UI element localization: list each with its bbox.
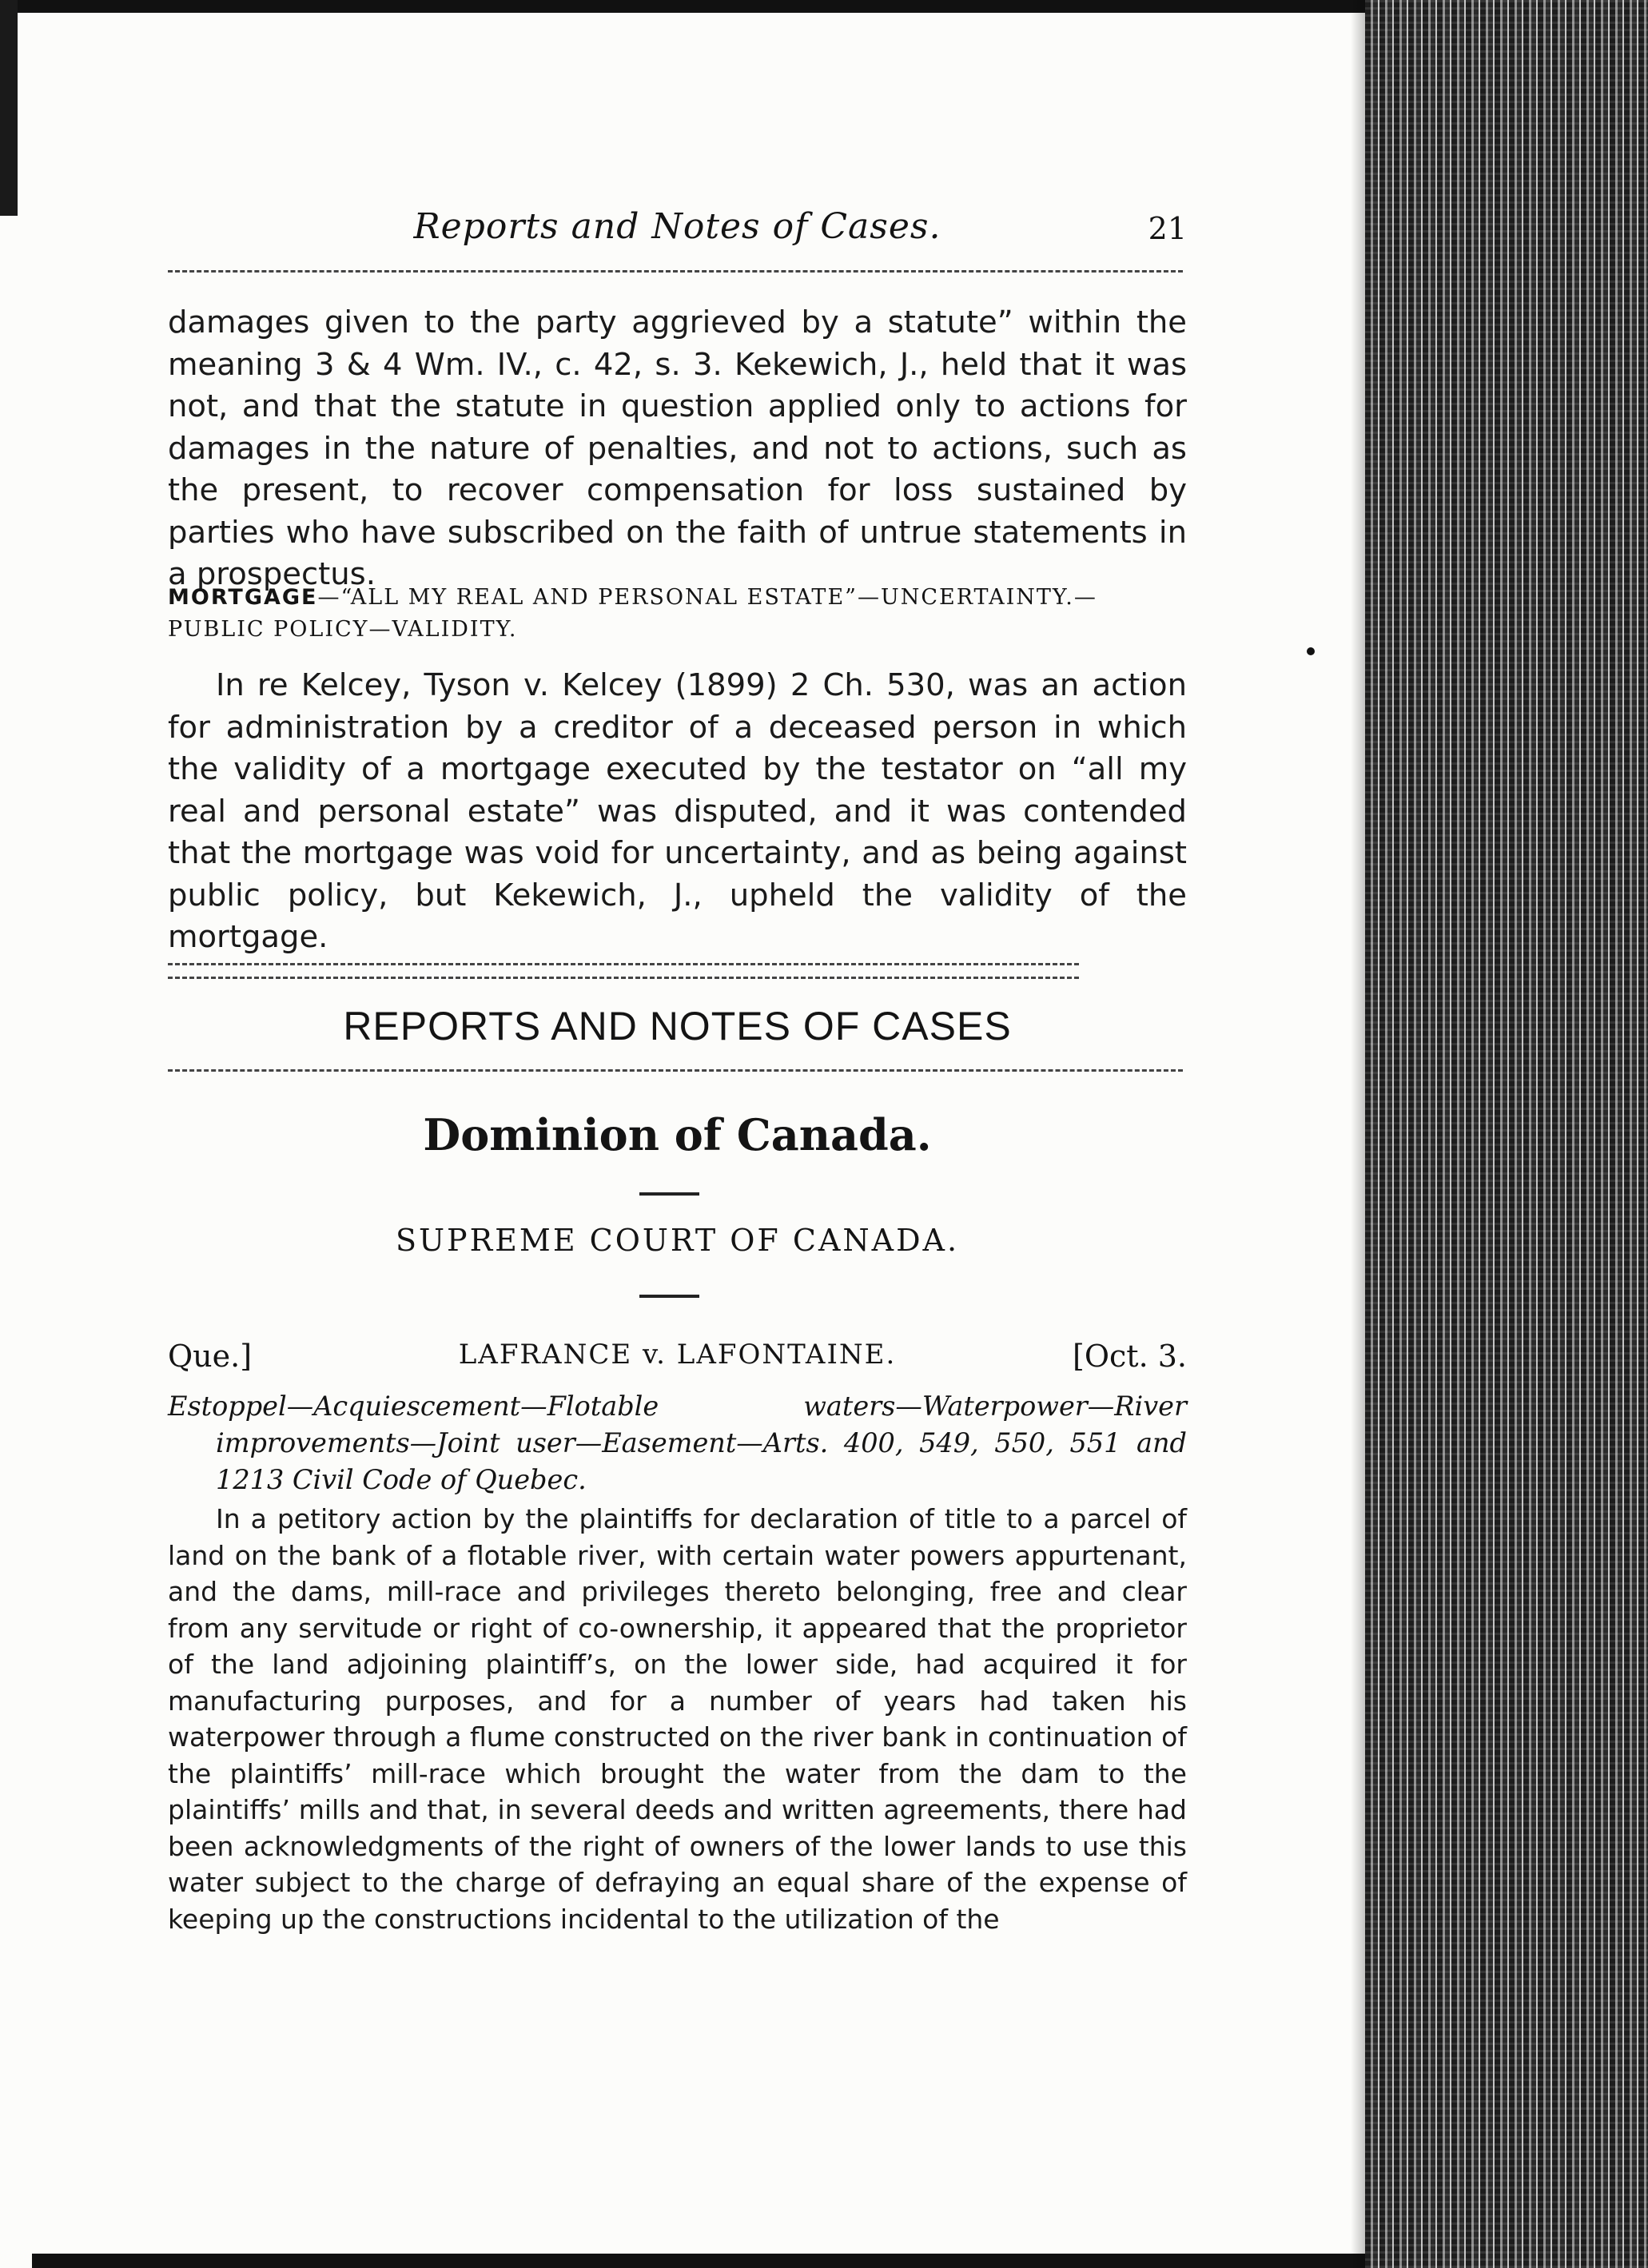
short-rule bbox=[639, 1192, 699, 1196]
running-head bbox=[168, 206, 1187, 254]
case-province: Que.] bbox=[168, 1339, 253, 1374]
paragraph-petitory-action: In a petitory action by the plaintiffs for declaration of title to a parcel of land on the bank of a flotable river, with certain water powers appurtenant, and the dams, mill-race and privileges thereto belonging, free and clear from any servitude or right of co-ownership, it appeared that the proprietor of the land adjoining plaintiff’s, on the lower side, had acquired it for manufacturing purposes, and for a number of years had taken his waterpower through a flume constructed on the river bank in continuation of the plaintiffs’ mill-race which brought the water from the dam to the plaintiffs’ mills and that, in several deeds and written agreements, there had been acknowledgments of the right of owners of the lower lands to use this water subject to the charge of defraying an equal share of the expense of keeping up the constructions incidental to the utilization of the bbox=[168, 1503, 1187, 1935]
page-number: 21 bbox=[1148, 211, 1187, 246]
scan-top-border bbox=[0, 0, 1578, 13]
section-rule-top-2 bbox=[168, 977, 1079, 979]
header-rule bbox=[168, 270, 1183, 273]
section-rule-top bbox=[168, 963, 1079, 965]
section-title: REPORTS AND NOTES OF CASES bbox=[343, 1004, 1012, 1048]
jurisdiction-heading: Dominion of Canada. bbox=[423, 1109, 932, 1160]
headnote-keywords: Estoppel—Acquiescement—Flotable waters—Waterpower—River improvements—Joint user—Easement—Arts. 400, 549, 550, 551 and 1213 Civil Code of Quebec. bbox=[168, 1391, 1187, 1495]
ink-speck bbox=[1307, 647, 1315, 655]
scan-right-edge-texture bbox=[1365, 0, 1648, 2268]
binding-shadow bbox=[1351, 0, 1367, 2268]
case-heading-rest: —“ALL MY REAL AND PERSONAL ESTATE”—UNCERTAINTY.—PUBLIC POLICY—VALIDITY. bbox=[168, 585, 1097, 642]
short-rule bbox=[639, 1295, 699, 1298]
case-parties: LAFRANCE v. LAFONTAINE. bbox=[458, 1339, 897, 1371]
paragraph-statute: damages given to the party aggrieved by a statute” within the meaning 3 & 4 Wm. IV., c. 42, s. 3. Kekewich, J., held that it was not, and that the statute in question applied only to actions for damages in the nature of penalties, and not to actions, such as the present, to recover compensation for loss sustained by parties who have subscribed on the faith of untrue statements in a prospectus. bbox=[168, 304, 1187, 592]
paragraph-kelcey: In re Kelcey, Tyson v. Kelcey (1899) 2 Ch. 530, was an action for administration by a creditor of a deceased person in which the validity of a mortgage executed by the testator on “all my real and personal estate” was disputed, and it was contended that the mortgage was void for uncertainty, and as being against public policy, but Kekewich, J., upheld the validity of the mortgage. bbox=[168, 667, 1187, 955]
case-title-line bbox=[168, 1339, 1187, 1383]
court-heading: SUPREME COURT OF CANADA. bbox=[395, 1223, 960, 1258]
running-title: Reports and Notes of Cases. bbox=[413, 206, 941, 247]
case-heading-lead: MORTGAGE bbox=[168, 585, 318, 610]
section-rule-bottom bbox=[168, 1069, 1183, 1072]
scan-left-border bbox=[0, 0, 18, 216]
case-date: [Oct. 3. bbox=[1073, 1339, 1187, 1374]
case-heading-mortgage bbox=[168, 582, 1187, 646]
